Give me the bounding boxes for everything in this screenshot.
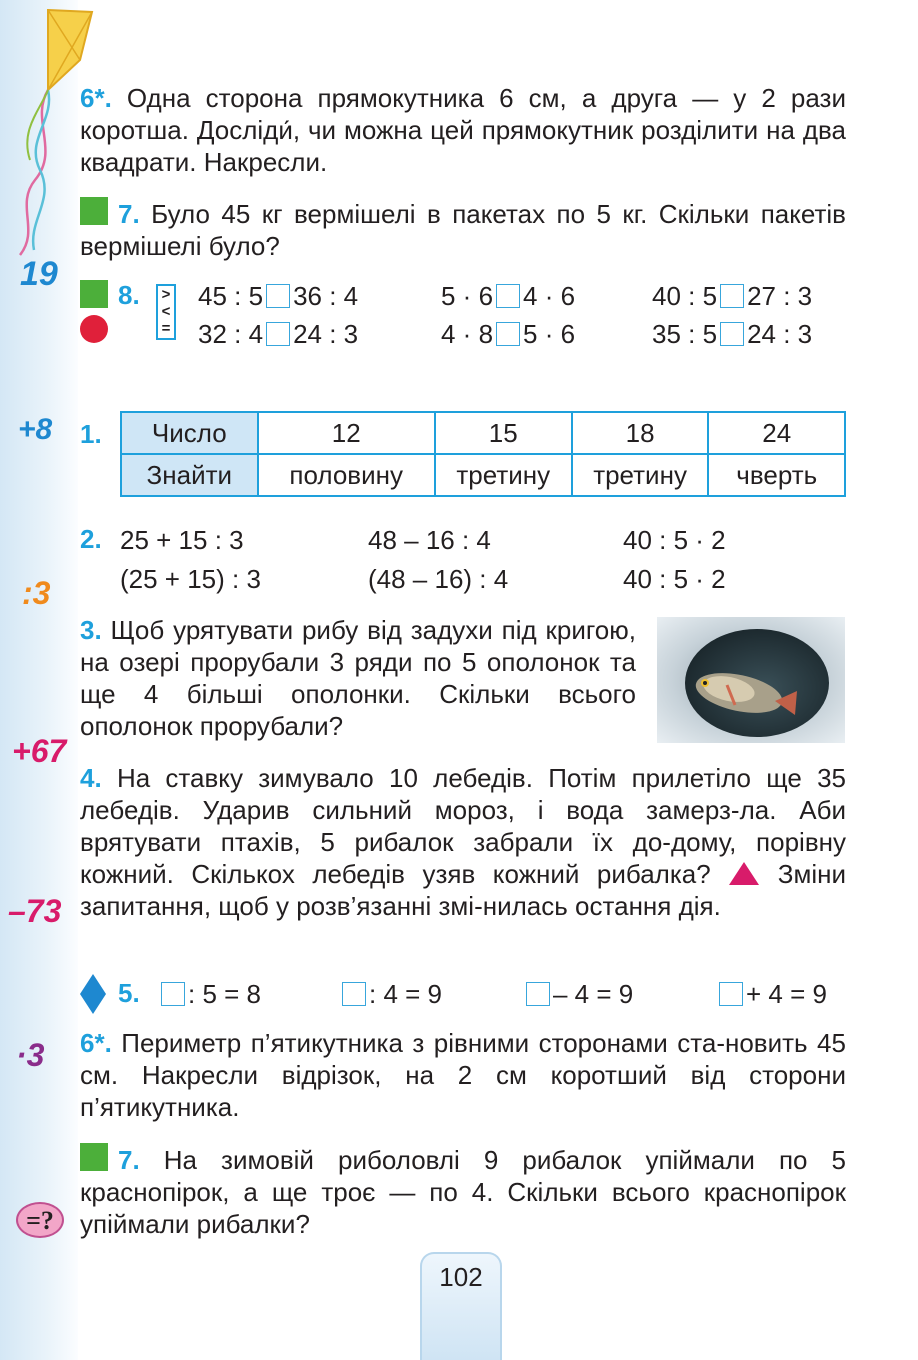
task-text: Зміни запитання, щоб у розв’язанні змі-нилась остання дія. (80, 859, 846, 921)
expr: (48 – 16) : 4 (368, 564, 509, 594)
expr: 40 : 5 · 2 (623, 525, 726, 555)
answer-box[interactable] (266, 322, 290, 346)
task-number: 1. (80, 419, 102, 449)
task-1-table (120, 411, 846, 497)
table-cell: чверть (708, 454, 845, 496)
task-number: 5. (118, 978, 140, 1008)
expr: 45 : 5 (198, 281, 264, 311)
task-text: Одна сторона прямокутника 6 см, а друга — у 2 рази коротша. Досліди́, чи можна цей прямокутник розділити на два квадрати. Накресли. (80, 83, 846, 177)
green-square-icon (80, 1143, 108, 1171)
task-number: 8. (118, 280, 140, 310)
comparison-signs: > < = (156, 284, 176, 340)
expr-row-1 (652, 280, 812, 312)
expr-row-2 (652, 318, 812, 350)
table-cell: половину (258, 454, 435, 496)
expr: 27 : 3 (747, 281, 813, 311)
equals-question-icon (16, 1202, 64, 1238)
answer-box[interactable] (526, 982, 550, 1006)
table-cell: 18 (572, 412, 709, 454)
blue-diamond-icon (80, 974, 106, 1014)
expr-row-2 (198, 318, 358, 350)
task-text: На зимовій риболовлі 9 рибалок упіймали по 5 краснопірок, а ще троє — по 4. Скільки всього краснопірок упіймали рибалки? (80, 1145, 846, 1239)
answer-box[interactable] (266, 284, 290, 308)
task-4 (80, 762, 846, 922)
expr: + 4 = 9 (746, 979, 827, 1009)
table-cell: третину (572, 454, 709, 496)
answer-box[interactable] (496, 322, 520, 346)
task-number: 4. (80, 763, 102, 793)
expr-row-1 (198, 280, 358, 312)
expr: 40 : 5 (652, 281, 718, 311)
expr: 36 : 4 (293, 281, 359, 311)
expr: 4 · 8 (441, 319, 494, 349)
task-number: 2. (80, 524, 102, 554)
expr: 5 · 6 (441, 281, 494, 311)
task-number: 7. (118, 1145, 140, 1175)
answer-box[interactable] (719, 982, 743, 1006)
task-text: Щоб урятувати рибу від задухи під кригою, на озері прорубали 3 ряди по 5 ополонок та ще 4 більші ополонки. Скільки всього ополонок прорубали? (80, 615, 636, 741)
task-number: 3. (80, 615, 102, 645)
sidebar-number: =? (26, 1206, 54, 1235)
table-row (121, 454, 845, 496)
expr: 24 : 3 (747, 319, 813, 349)
expr: 5 · 6 (523, 319, 576, 349)
expr: 40 : 5 · 2 (623, 564, 726, 594)
table-cell: третину (435, 454, 572, 496)
table-cell: 24 (708, 412, 845, 454)
green-square-icon (80, 197, 108, 225)
table-cell: 12 (258, 412, 435, 454)
answer-box[interactable] (342, 982, 366, 1006)
equation (523, 978, 633, 1010)
table-cell: 15 (435, 412, 572, 454)
expr-row-2 (441, 318, 575, 350)
answer-box[interactable] (720, 284, 744, 308)
equation (339, 978, 442, 1010)
task-6-bottom (80, 1027, 846, 1123)
fish-in-ice-hole-image (657, 617, 845, 743)
task-3 (80, 614, 636, 742)
table-cell: Знайти (121, 454, 258, 496)
expr: (25 + 15) : 3 (120, 564, 261, 594)
expr: – 4 = 9 (553, 979, 634, 1009)
task-number: 6*. (80, 83, 112, 113)
task-6-top (80, 82, 846, 178)
task-text: На ставку зимувало 10 лебедів. Потім прилетіло ще 35 лебедів. Ударив сильний мороз, і вода замерз-ла. Аби врятувати птахів, 5 рибалок забрали їх до-дому, порівну кожний. Скількох лебедів узяв кожний рибалка? (80, 763, 846, 889)
task-7-top (80, 197, 846, 262)
sidebar-number: +67 (12, 733, 67, 769)
equation (158, 978, 261, 1010)
expr: 24 : 3 (293, 319, 359, 349)
task-text: Периметр п’ятикутника з рівними сторонами ста-новить 45 см. Накресли відрізок, на 2 см коротший від сторони п’ятикутника. (80, 1028, 846, 1122)
green-square-icon (80, 280, 108, 308)
expr: 32 : 4 (198, 319, 264, 349)
expr: 25 + 15 : 3 (120, 525, 244, 555)
page-number: 102 (439, 1262, 483, 1292)
red-dot-icon (80, 315, 108, 343)
expr-row-1 (441, 280, 575, 312)
expr: : 5 = 8 (188, 979, 261, 1009)
sidebar-number: ·3 (16, 1037, 45, 1073)
task-text: Було 45 кг вермішелі в пакетах по 5 кг. Скільки пакетів вермішелі було? (80, 199, 846, 261)
equation (716, 978, 827, 1010)
sidebar-number: +8 (18, 413, 53, 446)
task-number: 6*. (80, 1028, 112, 1058)
answer-box[interactable] (720, 322, 744, 346)
magenta-triangle-icon (728, 860, 760, 886)
expr: 35 : 5 (652, 319, 718, 349)
expr: 4 · 6 (523, 281, 576, 311)
expr: : 4 = 9 (369, 979, 442, 1009)
expr: 48 – 16 : 4 (368, 525, 491, 555)
sidebar-number: 19 (20, 255, 58, 293)
task-7-bottom (80, 1143, 846, 1240)
answer-box[interactable] (496, 284, 520, 308)
task-number: 7. (118, 199, 140, 229)
page-number-tab (420, 1252, 502, 1360)
sidebar-number: –73 (8, 893, 62, 929)
sidebar-number: :3 (22, 575, 51, 611)
table-row (121, 412, 845, 454)
answer-box[interactable] (161, 982, 185, 1006)
table-cell: Число (121, 412, 258, 454)
